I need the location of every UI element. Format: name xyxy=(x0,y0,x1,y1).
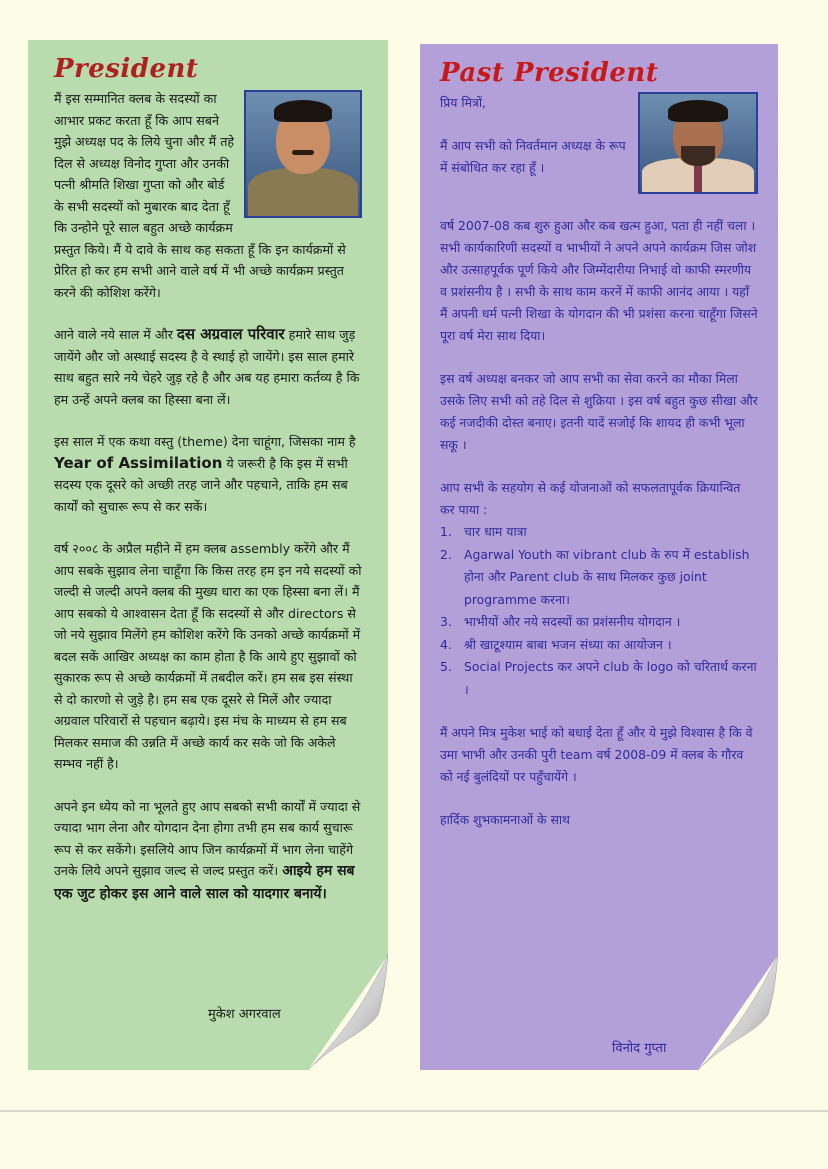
president-photo-mustache xyxy=(292,150,314,155)
list-item xyxy=(440,611,758,634)
president-para-4: वर्ष २००८ के अप्रैल महीने में हम क्लब assembly करेंगे और मैं आप सबके सुझाव लेना चाहूँगा कि किस तरह हम इन नये सदस्यों को जल्दी से जल्दी अपने क्लब की मुख्य धारा का एक हिस्सा बना लें। मैं आप सबको ये आश्वासन देता हूँ कि सदस्यों से और directors से जो नये सुझाव मिलेंगे हम कोशिश करेंगे कि उनको अच्छे कार्यक्रमों में बदल सकें आखिर अध्यक्ष का काम होता है कि आये हुए सुझावों को सुकारक रूप से अच्छे कार्यक्रमों में तबदील करें। हम सब इस संस्था से दो कारणो से जुड़े है। हम सब एक दूसरे से मिलें और ज्यादा अग्रवाल परिवारों से पहचान बढ़ाये। इस मंच के माध्यम से हम सब मिलकर समाज की उन्नति में अच्छे कार्य कर सके जो कि अकेले सम्भव नहीं है। xyxy=(54,541,362,771)
president-para-3-b: ये जरूरी है कि इस में सभी सदस्य एक दूसरे को अच्छी तरह जाने और पहचाने, ताकि हम सब कार्यों को सुचारू रूप से कर सकें। xyxy=(54,455,348,514)
past-president-signature: विनोद गुप्ता xyxy=(612,1041,667,1056)
president-photo xyxy=(244,90,362,218)
list-item-number: 4. xyxy=(440,636,452,652)
president-intro: मैं इस सम्मानित क्लब के सदस्यों का आभार प्रकट करता हूँ कि आप सबने मुझे अध्यक्ष पद के लिये चुना और मैं तहे दिल से अध्यक्ष विनोद गुप्ता और उनकी पत्नी श्रीमति शिखा गुप्ता को और बोर्ड के सभी सदस्यों को मुबारक बाद देता हूँ कि उन्होने पूरे साल बहुत अच्छे कार्यक्रम प्रस्तुत किये। मैं ये दावे के साथ कह सकता हूँ कि इन कार्यक्रमों से प्रेरित हो कर हम सभी आने वाले वर्ष में भी अच्छे कार्यक्रम प्रस्तुत करने की कोशिश करेंगे। xyxy=(54,91,346,300)
past-president-intro: मैं आप सभी को निवर्तमान अध्यक्ष के रूप में संबोधित कर रहा हूँ । xyxy=(440,138,626,175)
past-president-para-5: मैं अपने मित्र मुकेश भाई को बधाई देता हूँ और ये मुझे विश्वास है कि वे उमा भाभी और उनकी पुरी team वर्ष 2008-09 में क्लब के गौरव को नई बुलंदियों पर पहुँचायेंगे । xyxy=(440,725,753,784)
president-para-5-a: अपने इन ध्येय को ना भूलते हुए आप सबको सभी कार्यों में ज्यादा से ज्यादा भाग लेना और योगदान देना होगा तभी हम सब कार्य सुचारू रूप से कर सकेंगे। इसलिये आप जिन कार्यक्रमों में भाग लेना चाहेंगे उनके लिये अपने सुझाव जल्द से जल्द प्रस्तुत करें। xyxy=(54,798,361,878)
page-bottom-edge xyxy=(0,1110,828,1112)
president-para-5-bold: आइये हम सब एक जुट होकर इस आने वाले साल को यादगार बनायें। xyxy=(54,863,355,902)
past-president-closing: हार्दिक शुभकामनाओं के साथ xyxy=(440,812,570,827)
past-president-photo-beard xyxy=(681,146,715,166)
past-president-para-4: आप सभी के सहयोग से कई योजनाओं को सफलतापूर्वक क्रियान्वित कर पाया : xyxy=(440,480,741,517)
list-item xyxy=(440,544,758,612)
list-item-number: 2. xyxy=(440,546,452,562)
list-item-text: Social Projects कर अपने club के logo को चरितार्थ करना । xyxy=(464,659,757,697)
list-item xyxy=(440,634,758,657)
list-item-text: चार धाम यात्रा xyxy=(464,524,527,539)
page-curl-icon xyxy=(698,955,778,1070)
past-president-photo-hair xyxy=(668,100,728,122)
president-panel xyxy=(28,40,388,1070)
president-para-2-bold: दस अग्रवाल परिवार xyxy=(176,325,285,343)
president-heading: President xyxy=(54,54,199,84)
president-signature: मुकेश अगरवाल xyxy=(208,1007,281,1022)
list-item-number: 3. xyxy=(440,614,452,629)
president-photo-hair xyxy=(274,100,332,122)
list-item-text: भाभीयों और नये सदस्यों का प्रशंसनीय योगदान । xyxy=(464,614,681,629)
president-para-2-b: हमारे साथ जुड़ जायेंगे और जो अस्थाई सदस्य है वे स्थाई हो जायेंगे। इस साल हमारे साथ बहुत सारे नये चेहरे जुड़ रहे है और अब यह हमारा कर्तव्य है कि हम उन्हें अपने क्लब का हिस्सा बना लें। xyxy=(54,327,360,407)
page-curl-icon xyxy=(308,955,388,1070)
past-president-para-3: इस वर्ष अध्यक्ष बनकर जो आप सभी का सेवा करने का मौका मिला उसके लिए सभी को तहे दिल से शुक्रिया । इस वर्ष बहुत कुछ सीखा और कई नजदीकी दोस्त बनाए। इतनी यादें सजोई कि शायद ही कभी भूला सकू । xyxy=(440,371,758,452)
president-para-2 xyxy=(54,324,362,410)
president-theme-name: Year of Assimilation xyxy=(54,453,223,472)
list-item-text: Agarwal Youth का vibrant club के रुप में establish होना और Parent club के साथ मिलकर कुछ joint programme करना। xyxy=(464,546,750,607)
president-para-3 xyxy=(54,431,362,517)
past-president-photo-tie xyxy=(694,164,702,192)
president-photo-shirt xyxy=(248,168,358,216)
list-item-number: 1. xyxy=(440,524,452,539)
list-item xyxy=(440,521,758,544)
president-para-5 xyxy=(54,796,362,906)
achievements-list xyxy=(440,521,758,701)
past-president-photo xyxy=(638,92,758,194)
past-president-para-2: वर्ष 2007-08 कब शुरु हुआ और कब खत्म हुआ, पता ही नहीं चला । सभी कार्यकारिणी सदस्यों व भाभीयों ने अपने अपने कार्यक्रम जिस जोश और उत्साहपूर्वक पूर्ण किये और जिम्मेंदारीया निभाई वो काफी स्मरणीय व प्रशंसनीय है । सभी के साथ काम करनें में काफी आनंद आया । यहाँ मैं अपनी धर्म पत्नी शिखा के योगदान की भी प्रशंसा करना चाहूँगा जिसने पूरा वर्ष मेरा साथ दिया। xyxy=(440,218,758,343)
president-para-2-a: आने वाले नये साल में और xyxy=(54,327,173,342)
list-item xyxy=(440,656,758,701)
past-president-heading: Past President xyxy=(440,58,659,88)
past-president-salutation: प्रिय मित्रों, xyxy=(440,95,486,110)
list-item-text: श्री खाटूश्याम बाबा भजन संध्या का आयोजन । xyxy=(464,636,672,652)
president-para-3-a: इस साल में एक कथा वस्तु (theme) देना चाहूंगा, जिसका नाम है xyxy=(54,434,356,449)
past-president-panel xyxy=(420,44,778,1070)
list-item-number: 5. xyxy=(440,659,452,674)
